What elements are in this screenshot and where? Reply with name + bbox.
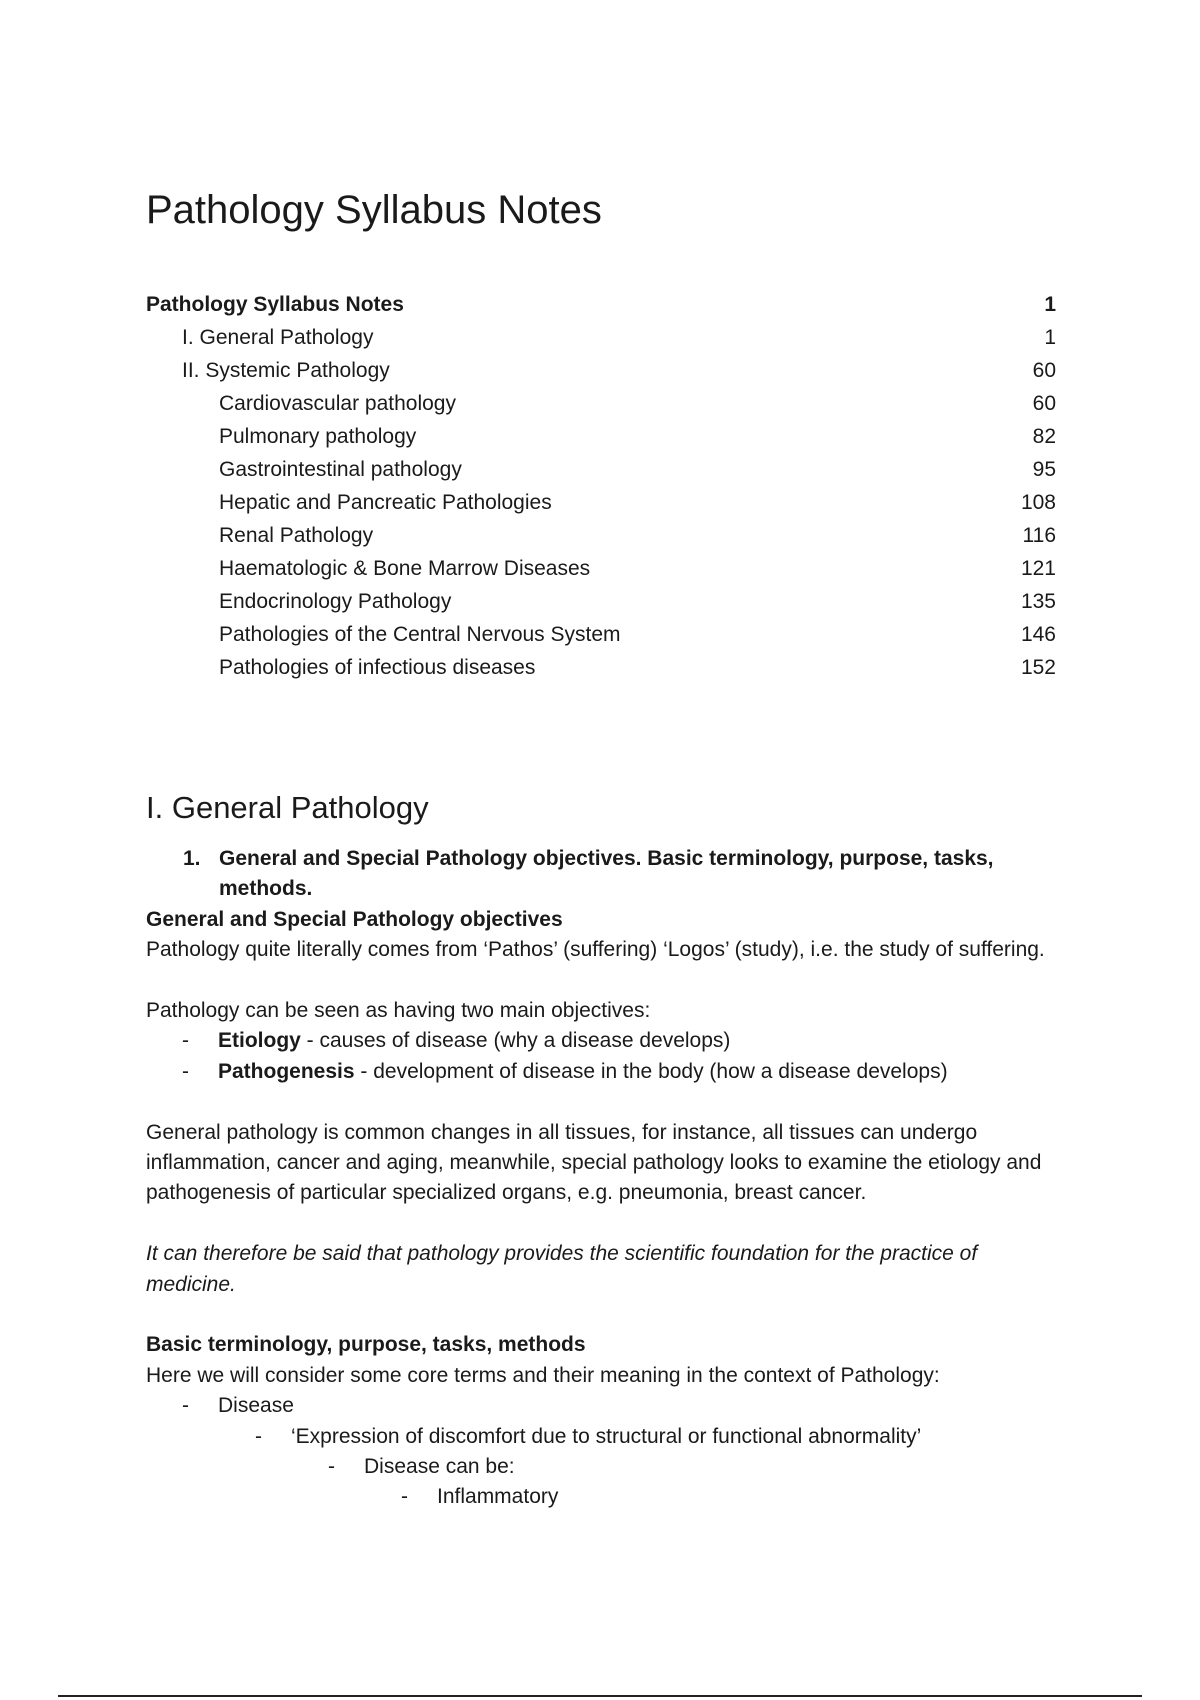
toc-entry-label: II. Systemic Pathology (182, 359, 390, 382)
toc-entry-page: 152 (1020, 656, 1056, 679)
toc-entry-label: Pathologies of the Central Nervous System (219, 623, 621, 646)
toc-entry-label: Gastrointestinal pathology (219, 458, 462, 481)
bullet-dash: - (182, 1029, 189, 1053)
toc-entry-label: Pathology Syllabus Notes (146, 293, 404, 316)
toc-entry[interactable] (146, 585, 1056, 618)
toc-entry-label: Renal Pathology (219, 524, 374, 547)
toc-entry[interactable] (146, 321, 1056, 354)
list-item (146, 1422, 1066, 1452)
bullet-dash: - (255, 1424, 262, 1448)
list-term: Pathogenesis (218, 1059, 355, 1083)
table-of-contents (146, 288, 1056, 684)
bullet-dash: - (328, 1455, 335, 1479)
section-heading: I. General Pathology (146, 790, 429, 825)
toc-entry-label: Pathologies of infectious diseases (219, 656, 536, 679)
toc-entry-label: Cardiovascular pathology (219, 392, 456, 415)
list-text: ‘Expression of discomfort due to structural or functional abnormality’ (291, 1424, 922, 1448)
toc-entry[interactable] (146, 354, 1056, 387)
toc-entry-page: 146 (1020, 623, 1056, 646)
document-title: Pathology Syllabus Notes (146, 188, 602, 232)
item-number: 1. (183, 847, 201, 870)
toc-entry-page: 95 (1032, 458, 1056, 481)
toc-entry-page: 82 (1032, 425, 1056, 448)
toc-entry[interactable] (146, 618, 1056, 651)
section-body (146, 844, 1066, 1513)
toc-entry-label: Hepatic and Pancreatic Pathologies (219, 491, 552, 514)
toc-entry[interactable] (146, 486, 1056, 519)
paragraph: Here we will consider some core terms and their meaning in the context of Pathology: (146, 1363, 940, 1387)
toc-entry-label: Endocrinology Pathology (219, 590, 452, 613)
subheading: Basic terminology, purpose, tasks, methods (146, 1333, 586, 1357)
list-text: Inflammatory (437, 1485, 559, 1509)
italic-paragraph: It can therefore be said that pathology provides the scientific foundation for the practice of medicine. (146, 1242, 978, 1296)
toc-entry[interactable] (146, 420, 1056, 453)
list-description: - causes of disease (why a disease develops) (300, 1029, 731, 1053)
list-item (146, 1057, 1066, 1087)
footer-divider (58, 1695, 1142, 1697)
list-item (146, 1482, 1066, 1512)
toc-entry-page: 1 (1044, 293, 1056, 316)
toc-entry-label: Pulmonary pathology (219, 425, 417, 448)
list-description: - development of disease in the body (how a disease develops) (354, 1059, 948, 1083)
paragraph: General pathology is common changes in all tissues, for instance, all tissues can undergo inflammation, cancer and aging, meanwhile, special pathology looks to examine the etiology and pathogenesis of particular specialized organs, e.g. pneumonia, breast cancer. (146, 1120, 1042, 1205)
subheading: General and Special Pathology objectives (146, 907, 563, 931)
list-term: Etiology (218, 1029, 301, 1053)
toc-entry[interactable] (146, 552, 1056, 585)
toc-entry-label: I. General Pathology (182, 326, 374, 349)
toc-entry-page: 1 (1044, 326, 1056, 349)
bullet-dash: - (182, 1394, 189, 1418)
list-item (146, 1391, 1066, 1421)
list-text: Disease (218, 1394, 294, 1418)
toc-entry-page: 121 (1020, 557, 1056, 580)
paragraph: Pathology can be seen as having two main objectives: (146, 999, 651, 1023)
list-text: Disease can be: (364, 1455, 515, 1479)
toc-entry-page: 135 (1020, 590, 1056, 613)
bullet-dash: - (182, 1059, 189, 1083)
toc-entry[interactable] (146, 453, 1056, 486)
toc-entry-page: 60 (1032, 359, 1056, 382)
toc-entry[interactable] (146, 519, 1056, 552)
paragraph: Pathology quite literally comes from ‘Pathos’ (suffering) ‘Logos’ (study), i.e. the study of suffering. (146, 938, 1045, 962)
toc-entry-page: 108 (1020, 491, 1056, 514)
toc-entry-label: Haematologic & Bone Marrow Diseases (219, 557, 591, 580)
bullet-dash: - (401, 1485, 408, 1509)
toc-entry[interactable] (146, 651, 1056, 684)
list-item (146, 1026, 1066, 1056)
toc-entry[interactable] (146, 387, 1056, 420)
toc-entry-page: 60 (1032, 392, 1056, 415)
item-title: General and Special Pathology objectives. Basic terminology, purpose, tasks, methods. (219, 847, 994, 901)
toc-entry[interactable] (146, 288, 1056, 321)
list-item (146, 1452, 1066, 1482)
numbered-item (146, 844, 1066, 905)
toc-entry-page: 116 (1022, 524, 1056, 547)
